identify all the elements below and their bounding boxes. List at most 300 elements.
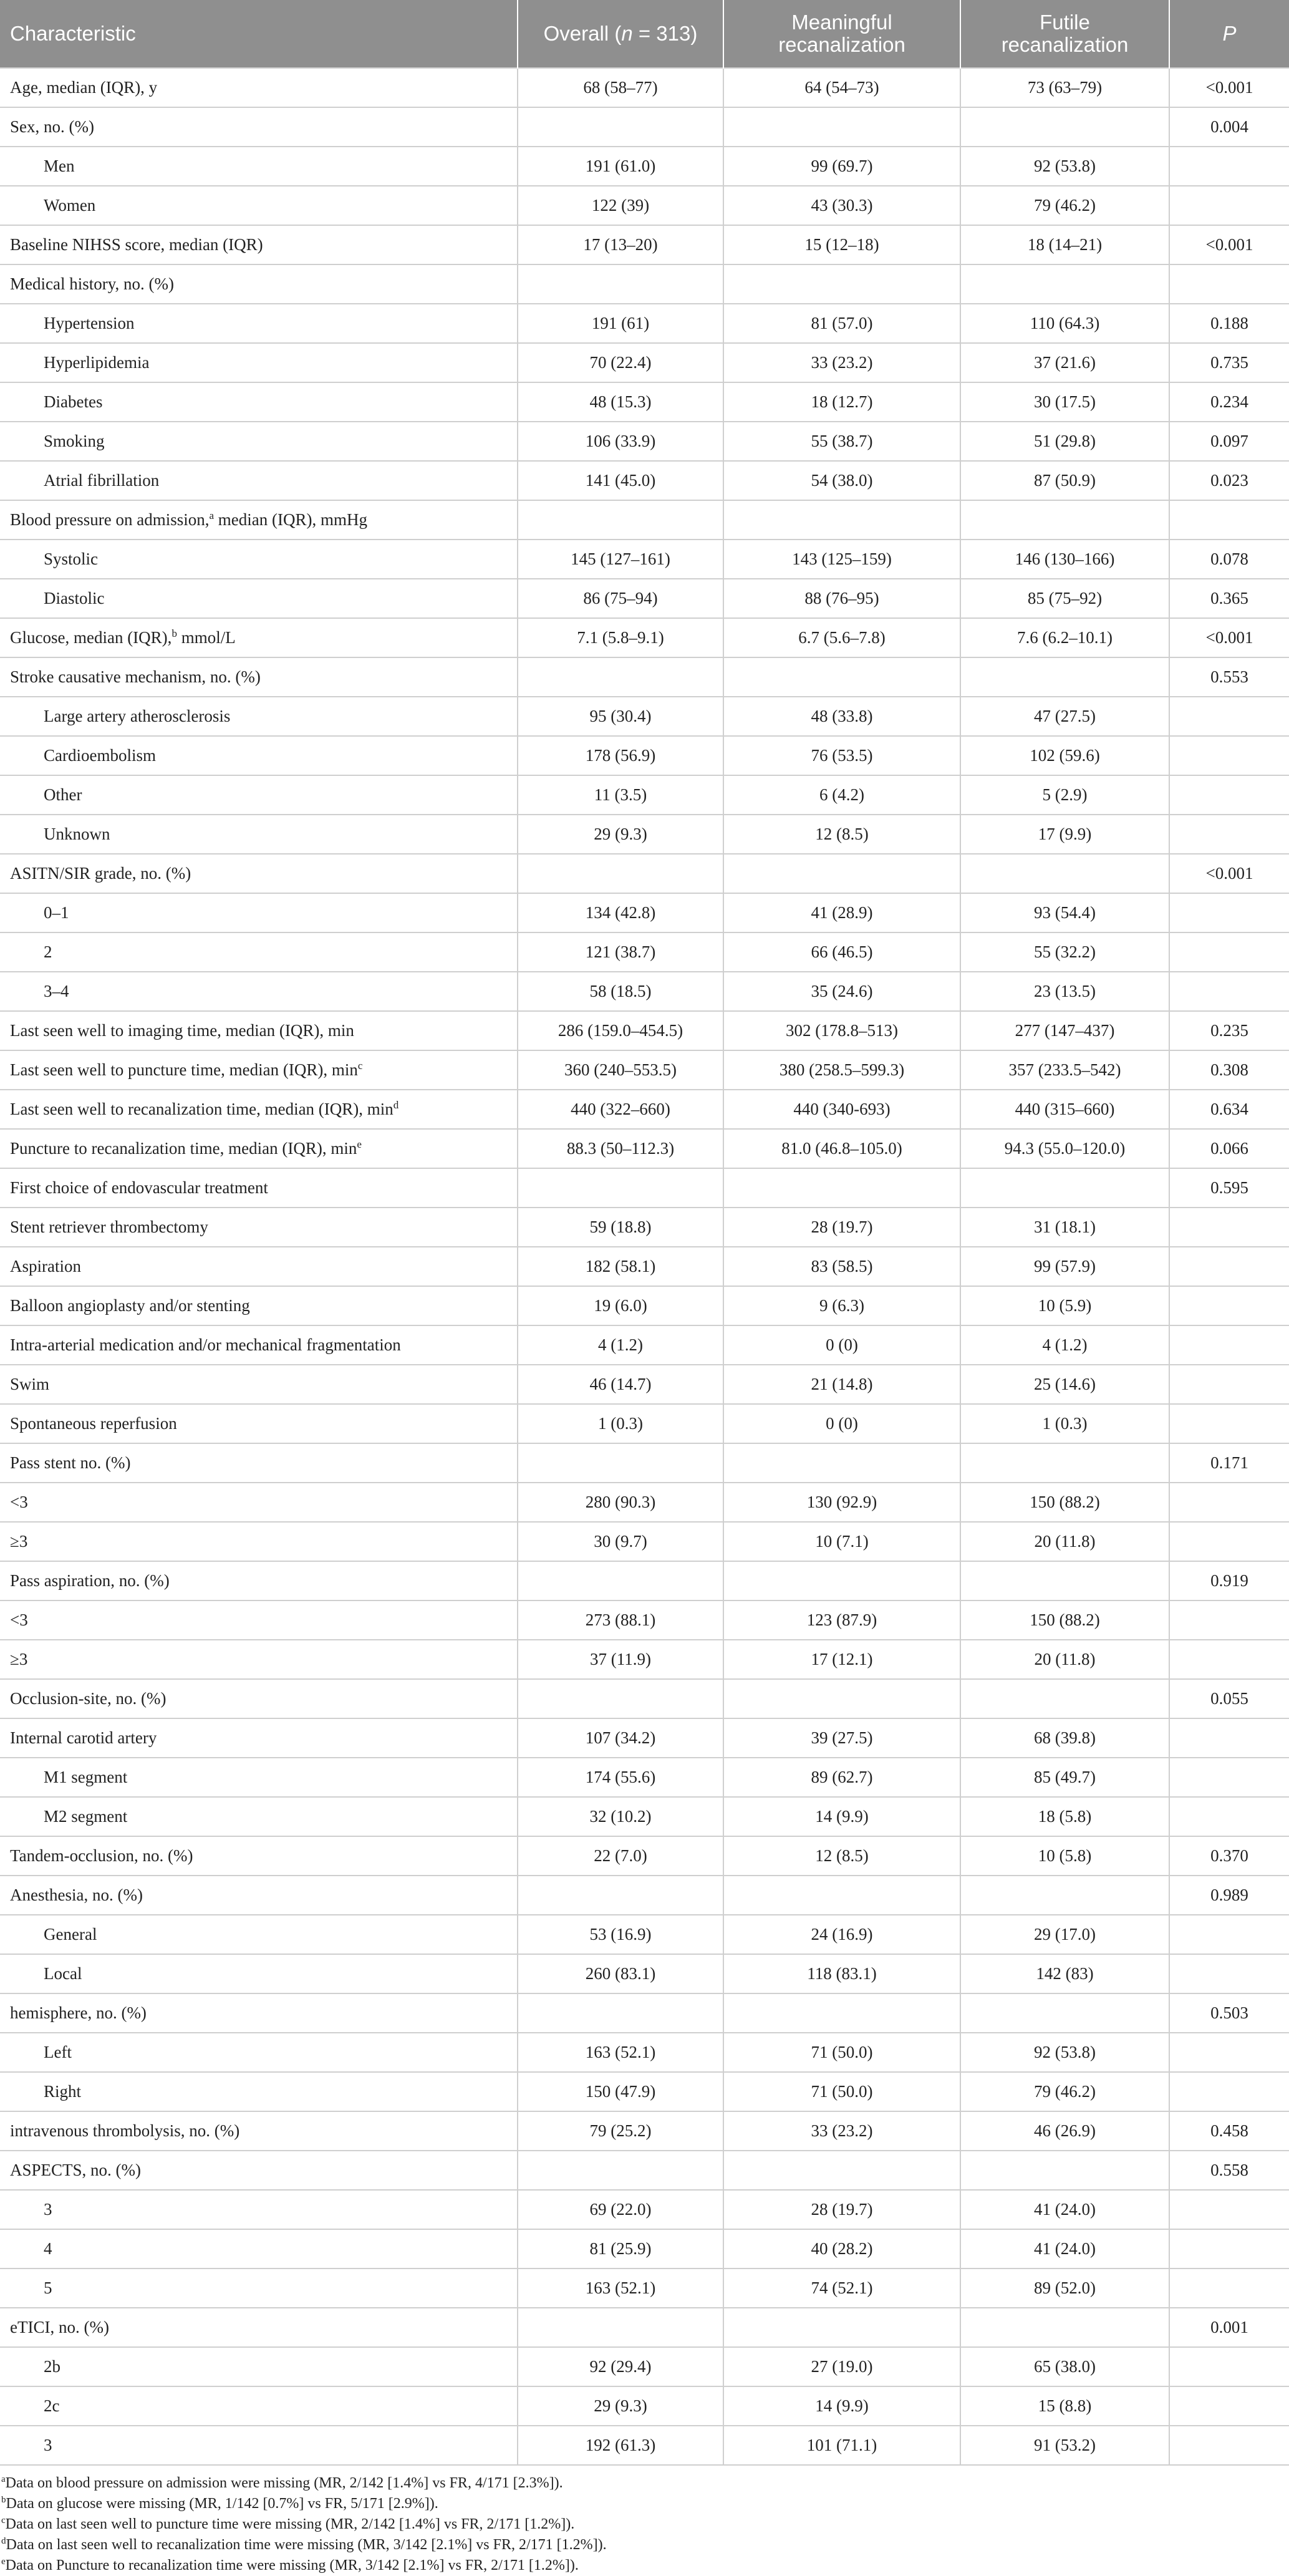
cell-overall: 95 (30.4) xyxy=(518,697,723,736)
cell-meaningful: 54 (38.0) xyxy=(723,461,960,500)
cell-overall: 59 (18.8) xyxy=(518,1208,723,1247)
table-row xyxy=(0,382,1289,422)
cell-meaningful xyxy=(723,1993,960,2033)
table-row xyxy=(0,1836,1289,1876)
cell-overall: 58 (18.5) xyxy=(518,972,723,1011)
table-row xyxy=(0,422,1289,461)
footnote-mark: c xyxy=(1,2515,6,2525)
cell-futile: 1 (0.3) xyxy=(960,1404,1169,1443)
cell-overall: 30 (9.7) xyxy=(518,1522,723,1561)
row-label xyxy=(0,1208,518,1247)
row-label xyxy=(0,147,518,186)
row-label-text: <3 xyxy=(10,1493,28,1511)
cell-overall xyxy=(518,1168,723,1208)
table-row xyxy=(0,343,1289,382)
cell-futile xyxy=(960,107,1169,147)
row-label-text: Other xyxy=(44,785,82,804)
cell-meaningful: 6 (4.2) xyxy=(723,775,960,815)
cell-futile: 7.6 (6.2–10.1) xyxy=(960,618,1169,657)
row-label-text: Left xyxy=(44,2043,72,2061)
cell-meaningful: 15 (12–18) xyxy=(723,225,960,264)
cell-futile: 10 (5.9) xyxy=(960,1286,1169,1325)
cell-futile: 30 (17.5) xyxy=(960,382,1169,422)
row-label-text: eTICI, no. (%) xyxy=(10,2318,109,2336)
cell-futile: 92 (53.8) xyxy=(960,147,1169,186)
table-header xyxy=(0,0,1289,68)
row-label xyxy=(0,657,518,697)
table-row xyxy=(0,304,1289,343)
row-label-text: Last seen well to puncture time, median (IQR), min xyxy=(10,1060,358,1079)
row-label-text: Atrial fibrillation xyxy=(44,471,160,490)
cell-futile: 31 (18.1) xyxy=(960,1208,1169,1247)
cell-meaningful xyxy=(723,2308,960,2347)
cell-p-value xyxy=(1169,2426,1289,2465)
row-label xyxy=(0,1876,518,1915)
row-label xyxy=(0,2190,518,2229)
cell-futile: 41 (24.0) xyxy=(960,2229,1169,2269)
cell-futile xyxy=(960,1443,1169,1483)
row-label-text: Pass stent no. (%) xyxy=(10,1453,131,1472)
cell-p-value: 0.171 xyxy=(1169,1443,1289,1483)
cell-overall: 141 (45.0) xyxy=(518,461,723,500)
table-row xyxy=(0,2190,1289,2229)
row-label-text: Sex, no. (%) xyxy=(10,117,94,136)
footnote-marker: e xyxy=(357,1138,362,1150)
footnote-mark: e xyxy=(1,2557,6,2567)
row-label xyxy=(0,1679,518,1718)
cell-futile: 99 (57.9) xyxy=(960,1247,1169,1286)
cell-meaningful xyxy=(723,1679,960,1718)
cell-futile: 18 (5.8) xyxy=(960,1797,1169,1836)
cell-meaningful: 130 (92.9) xyxy=(723,1483,960,1522)
footnotes xyxy=(0,2466,1289,2576)
row-label xyxy=(0,1836,518,1876)
table-row xyxy=(0,1758,1289,1797)
cell-overall xyxy=(518,1876,723,1915)
cell-meaningful: 12 (8.5) xyxy=(723,815,960,854)
cell-meaningful xyxy=(723,1876,960,1915)
row-label xyxy=(0,422,518,461)
header-p-value: P xyxy=(1169,0,1289,68)
table-row xyxy=(0,1168,1289,1208)
cell-p-value xyxy=(1169,1600,1289,1640)
table-row xyxy=(0,1090,1289,1129)
cell-futile xyxy=(960,1679,1169,1718)
cell-p-value xyxy=(1169,815,1289,854)
header-overall-prefix: Overall ( xyxy=(543,22,622,45)
row-label-text: Systolic xyxy=(44,550,99,568)
cell-p-value: 0.458 xyxy=(1169,2111,1289,2151)
cell-meaningful: 71 (50.0) xyxy=(723,2072,960,2111)
cell-futile: 51 (29.8) xyxy=(960,422,1169,461)
row-label-text: Diastolic xyxy=(44,589,105,608)
row-label xyxy=(0,1561,518,1600)
table-row xyxy=(0,1640,1289,1679)
cell-p-value xyxy=(1169,2386,1289,2426)
table-row xyxy=(0,147,1289,186)
cell-overall: 178 (56.9) xyxy=(518,736,723,775)
row-label xyxy=(0,932,518,972)
cell-p-value: 0.595 xyxy=(1169,1168,1289,1208)
table-row xyxy=(0,1561,1289,1600)
header-row xyxy=(0,0,1289,68)
row-label-text: First choice of endovascular treatment xyxy=(10,1178,268,1197)
cell-p-value xyxy=(1169,2190,1289,2229)
cell-futile: 150 (88.2) xyxy=(960,1483,1169,1522)
cell-futile: 142 (83) xyxy=(960,1954,1169,1993)
cell-futile: 85 (75–92) xyxy=(960,579,1169,618)
table-row xyxy=(0,2308,1289,2347)
footnote xyxy=(1,2535,1289,2555)
row-label-text: 0–1 xyxy=(44,903,69,922)
cell-meaningful: 27 (19.0) xyxy=(723,2347,960,2386)
header-overall-n: n xyxy=(621,22,633,45)
cell-overall: 81 (25.9) xyxy=(518,2229,723,2269)
cell-overall: 163 (52.1) xyxy=(518,2033,723,2072)
row-label-text: Last seen well to imaging time, median (IQR), min xyxy=(10,1021,354,1040)
cell-futile: 25 (14.6) xyxy=(960,1365,1169,1404)
row-label-text: ASPECTS, no. (%) xyxy=(10,2161,142,2179)
cell-futile: 17 (9.9) xyxy=(960,815,1169,854)
row-label-text: M2 segment xyxy=(44,1807,128,1826)
cell-p-value: <0.001 xyxy=(1169,854,1289,893)
row-label xyxy=(0,1404,518,1443)
table-row xyxy=(0,1522,1289,1561)
row-label xyxy=(0,1600,518,1640)
table-row xyxy=(0,932,1289,972)
cell-p-value: 0.188 xyxy=(1169,304,1289,343)
cell-overall: 69 (22.0) xyxy=(518,2190,723,2229)
row-label-text: Spontaneous reperfusion xyxy=(10,1414,177,1433)
row-label-text: Cardioembolism xyxy=(44,746,156,765)
cell-overall: 29 (9.3) xyxy=(518,815,723,854)
row-label-text: intravenous thrombolysis, no. (%) xyxy=(10,2121,240,2140)
table-row xyxy=(0,1483,1289,1522)
table-row xyxy=(0,1600,1289,1640)
table-row xyxy=(0,1993,1289,2033)
table-row xyxy=(0,186,1289,225)
table-row xyxy=(0,618,1289,657)
row-label xyxy=(0,1365,518,1404)
row-label-text: hemisphere, no. (%) xyxy=(10,2003,147,2022)
header-meaningful xyxy=(723,0,960,68)
cell-p-value: 0.078 xyxy=(1169,540,1289,579)
cell-futile xyxy=(960,854,1169,893)
cell-meaningful: 9 (6.3) xyxy=(723,1286,960,1325)
cell-p-value xyxy=(1169,1797,1289,1836)
cell-overall: 191 (61.0) xyxy=(518,147,723,186)
table-row xyxy=(0,2386,1289,2426)
row-label xyxy=(0,1758,518,1797)
cell-meaningful: 41 (28.9) xyxy=(723,893,960,932)
table-row xyxy=(0,775,1289,815)
cell-overall: 4 (1.2) xyxy=(518,1325,723,1365)
cell-futile: 102 (59.6) xyxy=(960,736,1169,775)
header-overall-suffix: = 313) xyxy=(632,22,698,45)
row-label xyxy=(0,2033,518,2072)
cell-futile: 23 (13.5) xyxy=(960,972,1169,1011)
cell-futile: 20 (11.8) xyxy=(960,1640,1169,1679)
header-overall xyxy=(518,0,723,68)
header-characteristic: Characteristic xyxy=(0,0,518,68)
cell-overall: 53 (16.9) xyxy=(518,1915,723,1954)
row-label xyxy=(0,2426,518,2465)
cell-futile: 357 (233.5–542) xyxy=(960,1050,1169,1090)
table-row xyxy=(0,68,1289,107)
row-label-text: ≥3 xyxy=(10,1532,28,1551)
cell-p-value: 0.558 xyxy=(1169,2151,1289,2190)
cell-p-value xyxy=(1169,972,1289,1011)
row-label xyxy=(0,2111,518,2151)
cell-p-value: 0.097 xyxy=(1169,422,1289,461)
row-label-text: ASITN/SIR grade, no. (%) xyxy=(10,864,191,883)
table-row xyxy=(0,2072,1289,2111)
cell-overall: 70 (22.4) xyxy=(518,343,723,382)
header-futile-line2: recanalization xyxy=(1001,33,1129,56)
cell-p-value: 0.919 xyxy=(1169,1561,1289,1600)
cell-futile: 65 (38.0) xyxy=(960,2347,1169,2386)
table-row xyxy=(0,657,1289,697)
header-meaningful-line2: recanalization xyxy=(778,33,905,56)
cell-overall: 86 (75–94) xyxy=(518,579,723,618)
cell-overall: 163 (52.1) xyxy=(518,2269,723,2308)
cell-futile: 440 (315–660) xyxy=(960,1090,1169,1129)
cell-p-value: 0.055 xyxy=(1169,1679,1289,1718)
cell-futile: 10 (5.8) xyxy=(960,1836,1169,1876)
cell-futile xyxy=(960,1561,1169,1600)
row-label xyxy=(0,500,518,540)
cell-meaningful xyxy=(723,2151,960,2190)
cell-meaningful xyxy=(723,1168,960,1208)
row-label xyxy=(0,736,518,775)
row-label xyxy=(0,343,518,382)
row-label-text: Age, median (IQR), y xyxy=(10,78,158,97)
row-label-text: Internal carotid artery xyxy=(10,1728,157,1747)
table-row xyxy=(0,736,1289,775)
cell-overall xyxy=(518,1993,723,2033)
row-label xyxy=(0,1050,518,1090)
header-meaningful-line1: Meaningful xyxy=(791,11,892,34)
cell-meaningful: 14 (9.9) xyxy=(723,2386,960,2426)
row-label-text: 3–4 xyxy=(44,982,69,1000)
cell-p-value xyxy=(1169,1640,1289,1679)
footnote xyxy=(1,2514,1289,2535)
table-row xyxy=(0,264,1289,304)
footnote xyxy=(1,2555,1289,2576)
row-label-suffix: mmol/L xyxy=(176,628,236,647)
cell-p-value: 0.066 xyxy=(1169,1129,1289,1168)
cell-futile xyxy=(960,2308,1169,2347)
header-futile-line1: Futile xyxy=(1040,11,1090,34)
footnote-marker: a xyxy=(209,510,215,521)
cell-overall: 29 (9.3) xyxy=(518,2386,723,2426)
row-label-text: Hypertension xyxy=(44,314,135,332)
cell-meaningful: 81.0 (46.8–105.0) xyxy=(723,1129,960,1168)
cell-meaningful: 123 (87.9) xyxy=(723,1600,960,1640)
table-row xyxy=(0,1954,1289,1993)
cell-overall: 174 (55.6) xyxy=(518,1758,723,1797)
cell-p-value xyxy=(1169,500,1289,540)
table-row xyxy=(0,1443,1289,1483)
cell-meaningful: 89 (62.7) xyxy=(723,1758,960,1797)
row-label-text: Medical history, no. (%) xyxy=(10,274,174,293)
cell-meaningful: 74 (52.1) xyxy=(723,2269,960,2308)
footnote-mark: a xyxy=(1,2474,6,2484)
cell-overall: 360 (240–553.5) xyxy=(518,1050,723,1090)
cell-p-value xyxy=(1169,932,1289,972)
cell-overall xyxy=(518,1561,723,1600)
row-label-text: Blood pressure on admission, xyxy=(10,510,210,529)
row-label xyxy=(0,618,518,657)
table-row xyxy=(0,2151,1289,2190)
cell-overall: 145 (127–161) xyxy=(518,540,723,579)
table-row xyxy=(0,1915,1289,1954)
table-row xyxy=(0,500,1289,540)
cell-overall: 79 (25.2) xyxy=(518,2111,723,2151)
row-label-text: 2c xyxy=(44,2396,60,2415)
row-label-text: ≥3 xyxy=(10,1650,28,1668)
table-row xyxy=(0,972,1289,1011)
row-label xyxy=(0,1993,518,2033)
cell-overall: 107 (34.2) xyxy=(518,1718,723,1758)
table-row xyxy=(0,1247,1289,1286)
row-label-text: Balloon angioplasty and/or stenting xyxy=(10,1296,250,1315)
row-label-text: Last seen well to recanalization time, median (IQR), min xyxy=(10,1100,393,1118)
table-row xyxy=(0,1404,1289,1443)
row-label-text: Hyperlipidemia xyxy=(44,353,150,372)
row-label-suffix: median (IQR), mmHg xyxy=(214,510,367,529)
row-label xyxy=(0,2347,518,2386)
cell-meaningful: 21 (14.8) xyxy=(723,1365,960,1404)
cell-meaningful: 101 (71.1) xyxy=(723,2426,960,2465)
cell-meaningful xyxy=(723,1443,960,1483)
cell-overall: 17 (13–20) xyxy=(518,225,723,264)
cell-overall: 88.3 (50–112.3) xyxy=(518,1129,723,1168)
cell-overall: 11 (3.5) xyxy=(518,775,723,815)
cell-meaningful: 12 (8.5) xyxy=(723,1836,960,1876)
row-label-text: 4 xyxy=(44,2239,52,2258)
row-label xyxy=(0,1129,518,1168)
cell-meaningful xyxy=(723,657,960,697)
row-label xyxy=(0,1286,518,1325)
table-row xyxy=(0,815,1289,854)
row-label-text: Glucose, median (IQR), xyxy=(10,628,172,647)
cell-futile xyxy=(960,1168,1169,1208)
cell-meaningful: 24 (16.9) xyxy=(723,1915,960,1954)
row-label xyxy=(0,1797,518,1836)
cell-overall: 32 (10.2) xyxy=(518,1797,723,1836)
cell-p-value: 0.234 xyxy=(1169,382,1289,422)
cell-futile: 92 (53.8) xyxy=(960,2033,1169,2072)
row-label xyxy=(0,854,518,893)
footnote-text: Data on last seen well to puncture time were missing (MR, 2/142 [1.4%] vs FR, 2/171 [1.2%]). xyxy=(5,2516,575,2532)
cell-meaningful: 64 (54–73) xyxy=(723,68,960,107)
cell-meaningful xyxy=(723,500,960,540)
cell-p-value: 0.235 xyxy=(1169,1011,1289,1050)
row-label xyxy=(0,697,518,736)
cell-overall: 37 (11.9) xyxy=(518,1640,723,1679)
row-label xyxy=(0,2072,518,2111)
cell-futile xyxy=(960,264,1169,304)
cell-overall: 134 (42.8) xyxy=(518,893,723,932)
cell-p-value: 0.989 xyxy=(1169,1876,1289,1915)
cell-futile: 4 (1.2) xyxy=(960,1325,1169,1365)
row-label-text: Puncture to recanalization time, median (IQR), min xyxy=(10,1139,357,1158)
row-label-text: Baseline NIHSS score, median (IQR) xyxy=(10,235,263,254)
table-row xyxy=(0,2033,1289,2072)
footnote-marker: d xyxy=(393,1099,399,1111)
cell-futile: 55 (32.2) xyxy=(960,932,1169,972)
row-label xyxy=(0,1011,518,1050)
cell-futile: 46 (26.9) xyxy=(960,2111,1169,2151)
cell-futile xyxy=(960,2151,1169,2190)
cell-overall: 273 (88.1) xyxy=(518,1600,723,1640)
cell-futile: 277 (147–437) xyxy=(960,1011,1169,1050)
row-label-text: Men xyxy=(44,157,75,175)
cell-meaningful xyxy=(723,1561,960,1600)
cell-futile: 94.3 (55.0–120.0) xyxy=(960,1129,1169,1168)
cell-meaningful: 28 (19.7) xyxy=(723,1208,960,1247)
cell-futile xyxy=(960,1876,1169,1915)
cell-p-value xyxy=(1169,2269,1289,2308)
table-row xyxy=(0,1876,1289,1915)
table-row xyxy=(0,2229,1289,2269)
cell-meaningful: 39 (27.5) xyxy=(723,1718,960,1758)
table-row xyxy=(0,2426,1289,2465)
cell-overall xyxy=(518,854,723,893)
cell-futile: 47 (27.5) xyxy=(960,697,1169,736)
cell-p-value xyxy=(1169,1325,1289,1365)
cell-overall: 182 (58.1) xyxy=(518,1247,723,1286)
row-label-text: Right xyxy=(44,2082,82,2101)
row-label-text: M1 segment xyxy=(44,1768,128,1786)
cell-p-value xyxy=(1169,893,1289,932)
row-label xyxy=(0,107,518,147)
cell-p-value: 0.365 xyxy=(1169,579,1289,618)
cell-p-value xyxy=(1169,736,1289,775)
footnote-mark: d xyxy=(1,2536,6,2546)
cell-p-value: 0.553 xyxy=(1169,657,1289,697)
row-label-text: Stent retriever thrombectomy xyxy=(10,1218,208,1236)
table-row xyxy=(0,893,1289,932)
table-row xyxy=(0,2347,1289,2386)
cell-meaningful: 40 (28.2) xyxy=(723,2229,960,2269)
row-label xyxy=(0,1168,518,1208)
row-label-text: 2 xyxy=(44,942,52,961)
cell-overall: 121 (38.7) xyxy=(518,932,723,972)
cell-futile: 20 (11.8) xyxy=(960,1522,1169,1561)
cell-futile: 18 (14–21) xyxy=(960,225,1169,264)
cell-p-value xyxy=(1169,1915,1289,1954)
cell-meaningful: 118 (83.1) xyxy=(723,1954,960,1993)
row-label xyxy=(0,382,518,422)
cell-p-value xyxy=(1169,1522,1289,1561)
table-row xyxy=(0,854,1289,893)
row-label xyxy=(0,1915,518,1954)
cell-futile: 89 (52.0) xyxy=(960,2269,1169,2308)
row-label xyxy=(0,893,518,932)
cell-meaningful: 6.7 (5.6–7.8) xyxy=(723,618,960,657)
cell-meaningful: 0 (0) xyxy=(723,1404,960,1443)
cell-p-value: 0.735 xyxy=(1169,343,1289,382)
row-label-text: Smoking xyxy=(44,432,105,450)
cell-futile: 29 (17.0) xyxy=(960,1915,1169,1954)
row-label xyxy=(0,1090,518,1129)
row-label-text: Local xyxy=(44,1964,82,1983)
row-label xyxy=(0,1954,518,1993)
cell-overall xyxy=(518,1679,723,1718)
row-label-text: 3 xyxy=(44,2200,52,2219)
